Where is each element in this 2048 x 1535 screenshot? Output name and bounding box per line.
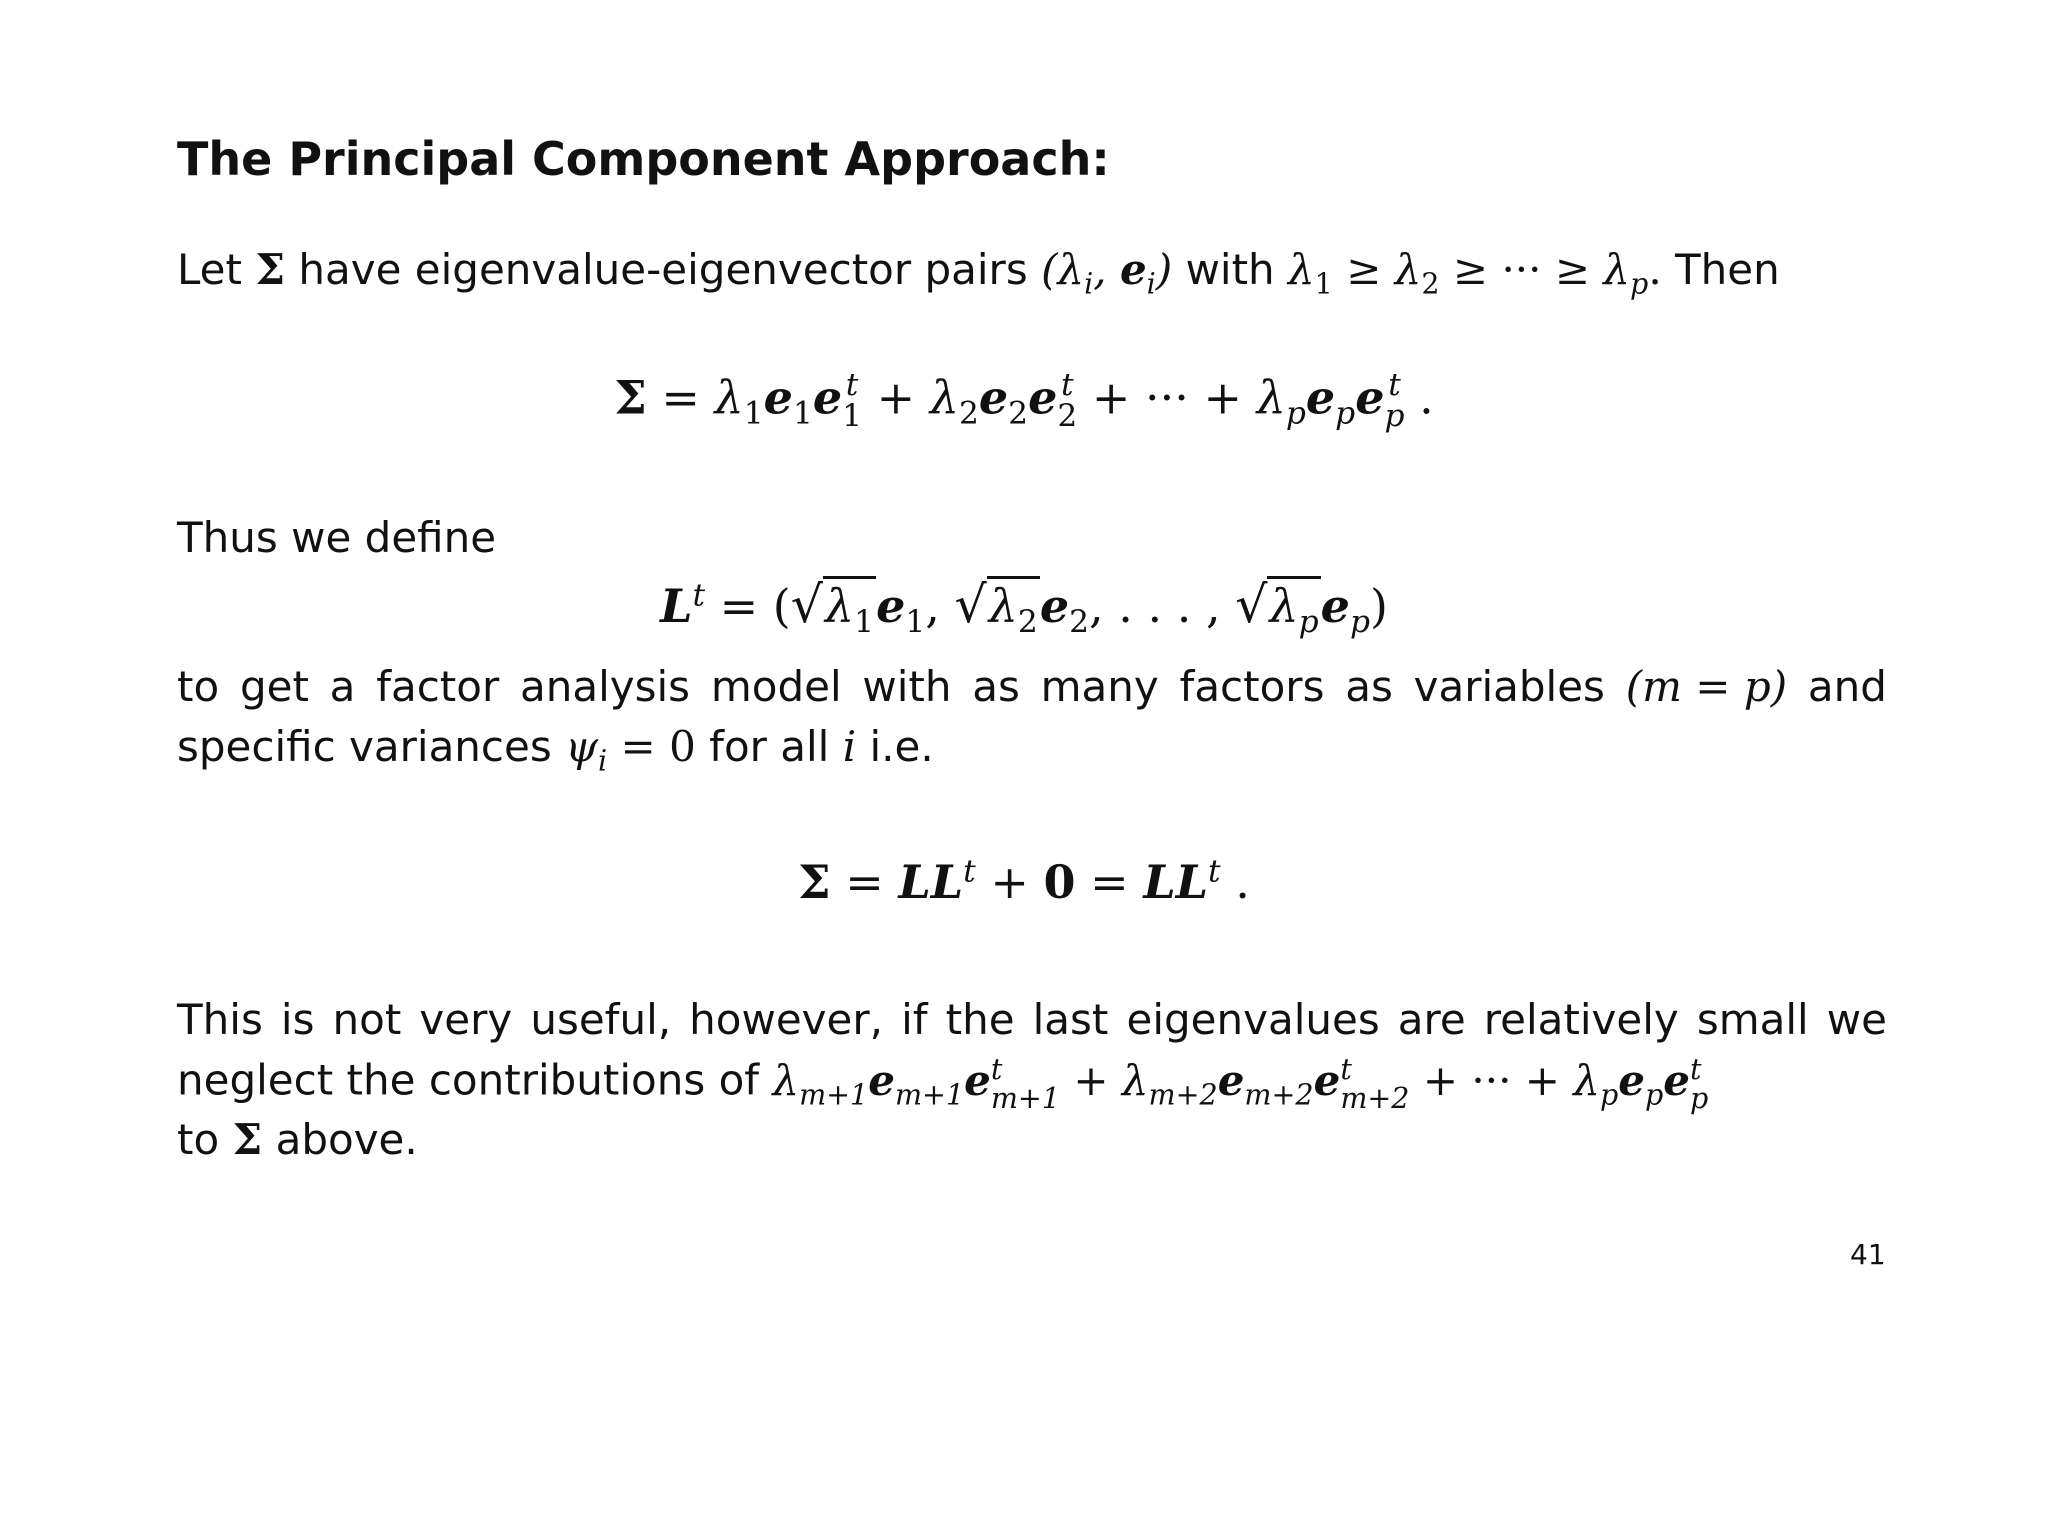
word: with <box>862 662 952 711</box>
page-number: 41 <box>1850 1238 1886 1271</box>
neglected-terms-expression: $\lambda_{m+1}e_{m+1}e$ t m+1 + $\lambda_{m+2}e_{m+2}e$ t m+2 + ··· + $\lambda_pe_pe$ t p <box>772 1052 1709 1115</box>
pair-notation: ($\lambda_i$, $e_i$) <box>1041 245 1173 301</box>
intro-text-with: with <box>1185 245 1275 294</box>
word: however, <box>689 995 883 1044</box>
specific-variances-text: specific variances <box>177 722 552 771</box>
psi-zero: $\psi_i = 0$ <box>565 722 696 778</box>
word: useful, <box>530 995 672 1044</box>
word: eigenvalues <box>1126 995 1380 1044</box>
word: last <box>1032 995 1109 1044</box>
to-text: to <box>177 1115 220 1164</box>
word: model <box>710 662 842 711</box>
word: not <box>332 995 402 1044</box>
factor-model-line-1 <box>177 662 1887 711</box>
thus-define-text: Thus we define <box>177 513 497 562</box>
sigma-symbol: Σ <box>232 1115 263 1164</box>
intro-text-let: Let <box>177 245 242 294</box>
intro-text-pairs: have eigenvalue-eigenvector pairs <box>298 245 1028 294</box>
word: get <box>239 662 309 711</box>
word: small <box>1696 995 1809 1044</box>
remark-line-3 <box>177 1115 418 1164</box>
eigen-order-inequality: $\lambda_1 \ge \lambda_2$ ≥ ··· ≥ $\lambda_p$. <box>1288 245 1662 301</box>
word: and <box>1807 662 1887 711</box>
m-equals-p: (m = p) <box>1625 662 1788 711</box>
for-all-text: for all <box>709 722 830 771</box>
word: if <box>901 995 928 1044</box>
word: the <box>945 995 1015 1044</box>
word: This <box>177 995 263 1044</box>
intro-sentence <box>177 245 1780 301</box>
word: analysis <box>520 662 691 711</box>
word: factors <box>1179 662 1325 711</box>
neglect-text: neglect the contributions of <box>177 1055 760 1105</box>
word: variables <box>1413 662 1605 711</box>
word: relatively <box>1483 995 1679 1044</box>
word: to <box>177 662 220 711</box>
word: factor <box>376 662 500 711</box>
word: we <box>1826 995 1887 1044</box>
word: is <box>280 995 315 1044</box>
remark-line-2 <box>177 1052 1709 1115</box>
word: as <box>972 662 1020 711</box>
above-text: above. <box>275 1115 418 1164</box>
word: a <box>329 662 356 711</box>
word: very <box>419 995 513 1044</box>
ie-text: i.e. <box>869 722 934 771</box>
loading-matrix-equation: $L^t = (√\lambda_1e_1$, $√\lambda_2e_2$, . . . , $√\lambda_pe_p$) <box>660 575 1388 641</box>
index-i: i <box>842 722 857 771</box>
remark-line-1 <box>177 995 1887 1044</box>
word: many <box>1040 662 1159 711</box>
word: are <box>1397 995 1466 1044</box>
slide-title: The Principal Component Approach: <box>177 132 1110 186</box>
word: as <box>1345 662 1393 711</box>
intro-text-then: Then <box>1675 245 1780 294</box>
factor-model-line-2 <box>177 722 934 778</box>
spectral-decomposition-equation: $\Sigma = \lambda_1e_1e$ t 1 + $\lambda_2e_2e$ t 2 + ··· + $\lambda_pe_pe$ t p . <box>614 367 1434 435</box>
sigma-symbol: Σ <box>255 245 286 294</box>
sigma-equals-llt-equation: $\Sigma = LL^t + 0 = LL^t$ . <box>798 853 1250 909</box>
